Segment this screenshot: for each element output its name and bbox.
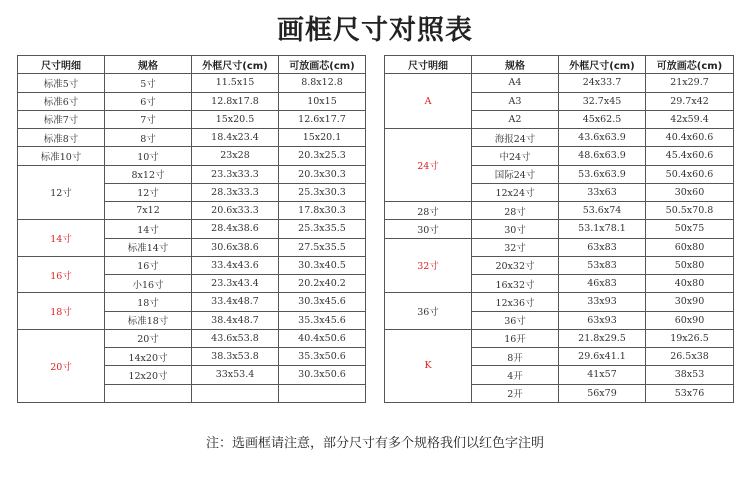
inner-size-cell: 29.7x42 <box>646 92 734 110</box>
header-outer-size: 外框尺寸(cm) <box>192 56 279 74</box>
outer-size-cell: 53x83 <box>559 256 646 274</box>
outer-size-cell: 32.7x45 <box>559 92 646 110</box>
inner-size-cell: 38x53 <box>646 366 734 384</box>
spec-cell: A4 <box>472 74 559 92</box>
spec-cell: 20x32寸 <box>472 256 559 274</box>
outer-size-cell: 33x63 <box>559 183 646 201</box>
size-table-left <box>17 55 366 403</box>
outer-size-cell: 33x53.4 <box>192 366 279 384</box>
table-row <box>385 129 734 147</box>
outer-size-cell: 15x20.5 <box>192 110 279 128</box>
inner-size-cell: 20.2x40.2 <box>279 275 366 293</box>
spec-cell: 30寸 <box>472 220 559 238</box>
outer-size-cell: 38.4x48.7 <box>192 311 279 329</box>
inner-size-cell: 35.3x50.6 <box>279 348 366 366</box>
spec-cell: 32寸 <box>472 238 559 256</box>
table-row <box>18 329 366 347</box>
inner-size-cell: 25.3x35.5 <box>279 220 366 238</box>
outer-size-cell: 11.5x15 <box>192 74 279 92</box>
spec-cell: 18寸 <box>105 293 192 311</box>
table-row <box>18 220 366 238</box>
outer-size-cell: 53.6x74 <box>559 202 646 220</box>
spec-cell: 7寸 <box>105 110 192 128</box>
spec-cell: 12x24寸 <box>472 183 559 201</box>
inner-size-cell: 50.5x70.8 <box>646 202 734 220</box>
size-group-label: 36寸 <box>385 293 472 330</box>
inner-size-cell: 27.5x35.5 <box>279 238 366 256</box>
inner-size-cell: 45.4x60.6 <box>646 147 734 165</box>
size-group-label: 20寸 <box>18 329 105 402</box>
spec-cell: 12寸 <box>105 183 192 201</box>
size-group-label: 标准8寸 <box>18 129 105 147</box>
outer-size-cell: 20.6x33.3 <box>192 202 279 220</box>
spec-cell: 国际24寸 <box>472 165 559 183</box>
inner-size-cell: 17.8x30.3 <box>279 202 366 220</box>
spec-cell: 14寸 <box>105 220 192 238</box>
spec-cell: 2开 <box>472 384 559 402</box>
size-group-label: 14寸 <box>18 220 105 257</box>
spec-cell: 5寸 <box>105 74 192 92</box>
spec-cell: 16开 <box>472 329 559 347</box>
header-row <box>18 56 366 74</box>
header-size-detail: 尺寸明细 <box>385 56 472 74</box>
spec-cell: 12x36寸 <box>472 293 559 311</box>
outer-size-cell: 23.3x33.3 <box>192 165 279 183</box>
spec-cell <box>105 384 192 402</box>
outer-size-cell: 43.6x63.9 <box>559 129 646 147</box>
spec-cell: 标准14寸 <box>105 238 192 256</box>
table-row <box>18 256 366 274</box>
spec-cell: 16寸 <box>105 256 192 274</box>
inner-size-cell: 30x90 <box>646 293 734 311</box>
inner-size-cell: 30.3x50.6 <box>279 366 366 384</box>
outer-size-cell: 53.1x78.1 <box>559 220 646 238</box>
spec-cell: A3 <box>472 92 559 110</box>
table-row <box>385 220 734 238</box>
table-row <box>18 74 366 92</box>
footer-note: 注：选画框请注意，部分尺寸有多个规格我们以红色字注明 <box>205 436 544 451</box>
inner-size-cell: 30.3x45.6 <box>279 293 366 311</box>
inner-size-cell: 30.3x40.5 <box>279 256 366 274</box>
outer-size-cell: 21.8x29.5 <box>559 329 646 347</box>
spec-cell: 28寸 <box>472 202 559 220</box>
inner-size-cell: 40x80 <box>646 275 734 293</box>
outer-size-cell: 43.6x53.8 <box>192 329 279 347</box>
header-inner-size: 可放画芯(cm) <box>646 56 734 74</box>
outer-size-cell: 29.6x41.1 <box>559 348 646 366</box>
spec-cell: 8开 <box>472 348 559 366</box>
table-row <box>18 129 366 147</box>
inner-size-cell: 8.8x12.8 <box>279 74 366 92</box>
outer-size-cell: 45x62.5 <box>559 110 646 128</box>
inner-size-cell: 10x15 <box>279 92 366 110</box>
outer-size-cell: 12.8x17.8 <box>192 92 279 110</box>
outer-size-cell: 28.3x33.3 <box>192 183 279 201</box>
header-spec: 规格 <box>105 56 192 74</box>
outer-size-cell: 53.6x63.9 <box>559 165 646 183</box>
inner-size-cell: 60x80 <box>646 238 734 256</box>
inner-size-cell: 12.6x17.7 <box>279 110 366 128</box>
inner-size-cell: 35.3x45.6 <box>279 311 366 329</box>
outer-size-cell: 48.6x63.9 <box>559 147 646 165</box>
inner-size-cell: 30x60 <box>646 183 734 201</box>
spec-cell: 16x32寸 <box>472 275 559 293</box>
inner-size-cell: 19x26.5 <box>646 329 734 347</box>
spec-cell: 20寸 <box>105 329 192 347</box>
size-group-label: 12寸 <box>18 165 105 220</box>
outer-size-cell: 24x33.7 <box>559 74 646 92</box>
size-group-label: 标准7寸 <box>18 110 105 128</box>
inner-size-cell: 20.3x30.3 <box>279 165 366 183</box>
size-table-right <box>384 55 734 403</box>
size-group-label: 28寸 <box>385 202 472 220</box>
outer-size-cell: 46x83 <box>559 275 646 293</box>
table-row <box>18 293 366 311</box>
size-group-label: 18寸 <box>18 293 105 330</box>
size-group-label: 32寸 <box>385 238 472 293</box>
spec-cell: 36寸 <box>472 311 559 329</box>
size-group-label: 30寸 <box>385 220 472 238</box>
spec-cell: 标准18寸 <box>105 311 192 329</box>
table-row <box>18 165 366 183</box>
spec-cell: 10寸 <box>105 147 192 165</box>
outer-size-cell: 18.4x23.4 <box>192 129 279 147</box>
header-inner-size: 可放画芯(cm) <box>279 56 366 74</box>
spec-cell: 8寸 <box>105 129 192 147</box>
table-row <box>385 238 734 256</box>
header-outer-size: 外框尺寸(cm) <box>559 56 646 74</box>
spec-cell: 4开 <box>472 366 559 384</box>
outer-size-cell: 28.4x38.6 <box>192 220 279 238</box>
table-row <box>385 293 734 311</box>
size-group-label: A <box>385 74 472 129</box>
inner-size-cell: 15x20.1 <box>279 129 366 147</box>
outer-size-cell: 30.6x38.6 <box>192 238 279 256</box>
spec-cell: 小16寸 <box>105 275 192 293</box>
inner-size-cell: 42x59.4 <box>646 110 734 128</box>
outer-size-cell <box>192 384 279 402</box>
spec-cell: 中24寸 <box>472 147 559 165</box>
table-row <box>18 147 366 165</box>
size-group-label: 24寸 <box>385 129 472 202</box>
inner-size-cell: 21x29.7 <box>646 74 734 92</box>
outer-size-cell: 56x79 <box>559 384 646 402</box>
table-row <box>385 74 734 92</box>
table-row <box>385 202 734 220</box>
spec-cell: 6寸 <box>105 92 192 110</box>
inner-size-cell: 50.4x60.6 <box>646 165 734 183</box>
header-spec: 规格 <box>472 56 559 74</box>
inner-size-cell <box>279 384 366 402</box>
size-group-label: K <box>385 329 472 402</box>
size-group-label: 16寸 <box>18 256 105 293</box>
spec-cell: 海报24寸 <box>472 129 559 147</box>
spec-cell: 12x20寸 <box>105 366 192 384</box>
inner-size-cell: 60x90 <box>646 311 734 329</box>
outer-size-cell: 63x93 <box>559 311 646 329</box>
header-size-detail: 尺寸明细 <box>18 56 105 74</box>
outer-size-cell: 23.3x43.4 <box>192 275 279 293</box>
outer-size-cell: 38.3x53.8 <box>192 348 279 366</box>
inner-size-cell: 53x76 <box>646 384 734 402</box>
table-row <box>18 110 366 128</box>
table-row <box>385 329 734 347</box>
outer-size-cell: 41x57 <box>559 366 646 384</box>
inner-size-cell: 20.3x25.3 <box>279 147 366 165</box>
size-group-label: 标准6寸 <box>18 92 105 110</box>
spec-cell: 8x12寸 <box>105 165 192 183</box>
page-title: 画框尺寸对照表 <box>277 15 473 46</box>
outer-size-cell: 33.4x48.7 <box>192 293 279 311</box>
spec-cell: 14x20寸 <box>105 348 192 366</box>
inner-size-cell: 50x75 <box>646 220 734 238</box>
spec-cell: 7x12 <box>105 202 192 220</box>
outer-size-cell: 23x28 <box>192 147 279 165</box>
header-row <box>385 56 734 74</box>
inner-size-cell: 26.5x38 <box>646 348 734 366</box>
inner-size-cell: 50x80 <box>646 256 734 274</box>
table-row <box>18 92 366 110</box>
outer-size-cell: 33.4x43.6 <box>192 256 279 274</box>
inner-size-cell: 40.4x50.6 <box>279 329 366 347</box>
size-group-label: 标准5寸 <box>18 74 105 92</box>
outer-size-cell: 33x93 <box>559 293 646 311</box>
inner-size-cell: 40.4x60.6 <box>646 129 734 147</box>
outer-size-cell: 63x83 <box>559 238 646 256</box>
spec-cell: A2 <box>472 110 559 128</box>
size-group-label: 标准10寸 <box>18 147 105 165</box>
inner-size-cell: 25.3x30.3 <box>279 183 366 201</box>
